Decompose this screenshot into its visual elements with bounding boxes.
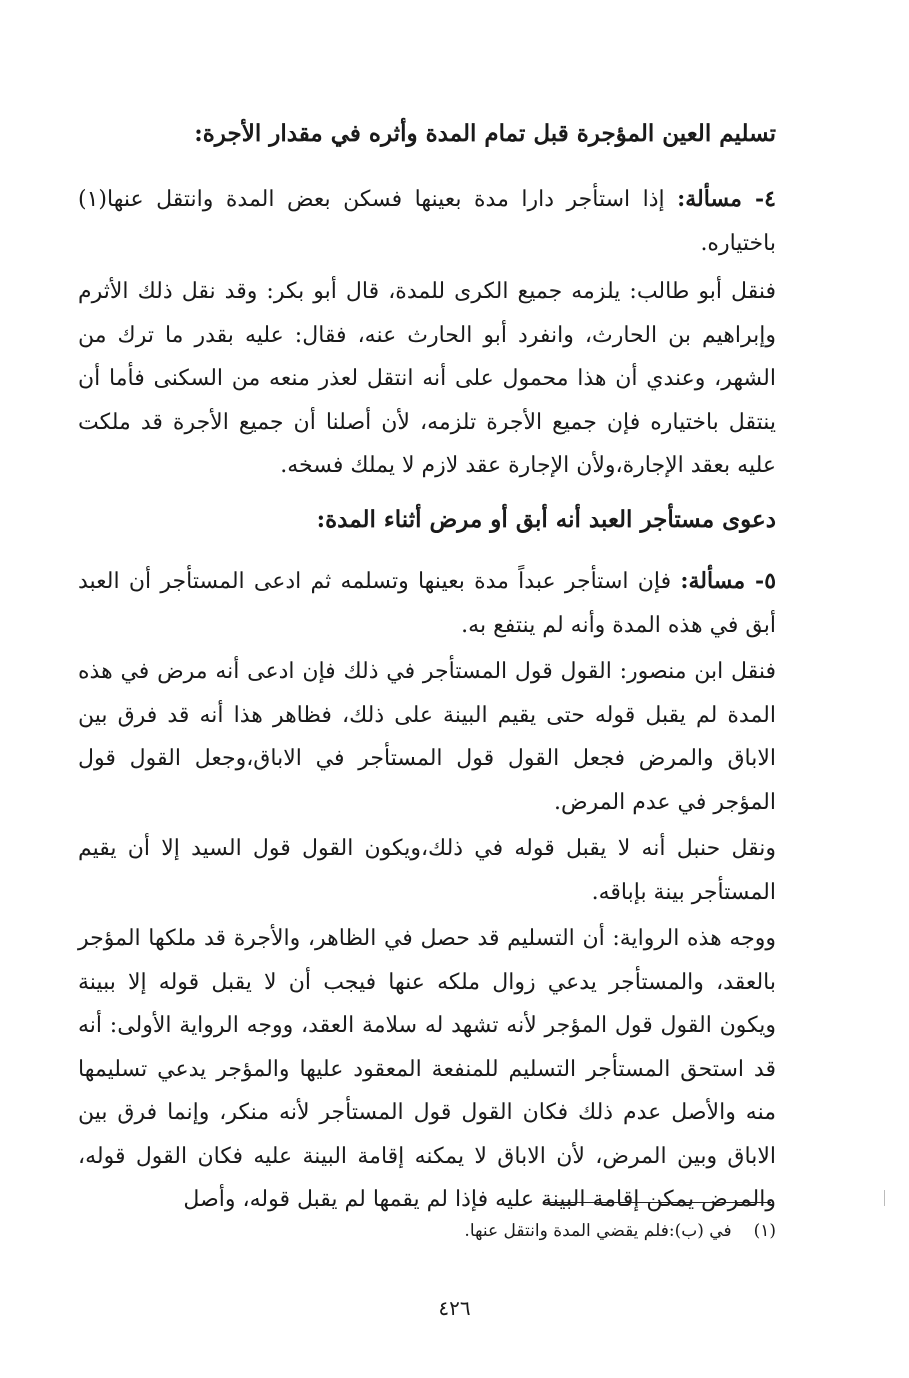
issue-label-5: ٥- مسألة:	[680, 568, 777, 594]
paragraph-abu-talib: فنقل أبو طالب: يلزمه جميع الكرى للمدة، قال أبو بكر: وقد نقل ذلك الأثرم وإبراهيم بن الحارث، وانفرد أبو الحارث عنه، فقال: عليه بقدر ما ترك من الشهر، وعندي أن هذا محمول على أنه انتقل لعذر منعه من السكنى فأما أن ينتقل باختياره فإن جميع الأجرة تلزمه، لأن أصلنا أن جميع الأجرة قد ملكت عليه بعقد الإجارة،ولأن الإجارة عقد لازم لا يملك فسخه.	[78, 279, 776, 478]
issue-text-4: إذا استأجر دارا مدة بعينها فسكن بعض المدة وانتقل عنها(١) باختياره.	[78, 187, 776, 256]
section-body-2	[78, 560, 776, 1222]
footnote-divider	[543, 1202, 771, 1203]
footnote-text: في (ب):فلم يقضي المدة وانتقل عنها.	[464, 1221, 732, 1241]
section-heading-1: تسليم العين المؤجرة قبل تمام المدة وأثره في مقدار الأجرة:	[194, 120, 776, 147]
issue-text-5: فإن استأجر عبداً مدة بعينها وتسلمه ثم ادعى المستأجر أن العبد أبق في هذه المدة وأنه لم ينتفع به.	[78, 569, 776, 638]
paragraph-hanbal: ونقل حنبل أنه لا يقبل قوله في ذلك،ويكون القول قول السيد إلا أن يقيم المستأجر بينة بإباقه.	[78, 836, 776, 905]
paragraph-ibn-mansur: فنقل ابن منصور: القول قول المستأجر في ذلك فإن ادعى أنه مرض في هذه المدة لم يقبل قوله حتى يقيم البينة على ذلك، فظاهر هذا أنه قد فرق بين الاباق والمرض فجعل القول قول المستأجر في الاباق،وجعل القول قول المؤجر في عدم المرض.	[78, 659, 776, 815]
footnote-number: (١)	[753, 1221, 776, 1241]
section-body-1	[78, 178, 776, 488]
paragraph-riwaya: ووجه هذه الرواية: أن التسليم قد حصل في الظاهر، والأجرة قد ملكها المؤجر بالعقد، والمستأجر يدعي زوال ملكه عنها فيجب أن لا يقبل قوله إلا ببينة ويكون القول قول المؤجر لأنه تشهد له سلامة العقد، ووجه الرواية الأولى: أنه قد استحق المستأجر التسليم للمنفعة المعقود عليها والمؤجر يدعي تسليمها منه والأصل عدم ذلك فكان القول قول المستأجر لأنه منكر، وإنما فرق بين الاباق وبين المرض، لأن الاباق لا يمكنه إقامة البينة عليه فكان القول قوله، والمرض يمكن إقامة البينة عليه فإذا لم يقمها لم يقبل قوله، وأصل	[78, 926, 776, 1212]
issue-paragraph-5	[78, 560, 776, 647]
issue-label-4: ٤- مسألة:	[677, 186, 776, 212]
page-number: ٤٢٦	[438, 1296, 471, 1320]
issue-paragraph-4	[78, 178, 776, 265]
footnote	[300, 1218, 776, 1244]
scan-edge-mark	[884, 1190, 885, 1206]
section-heading-2: دعوى مستأجر العبد أنه أبق أو مرض أثناء المدة:	[316, 506, 776, 533]
